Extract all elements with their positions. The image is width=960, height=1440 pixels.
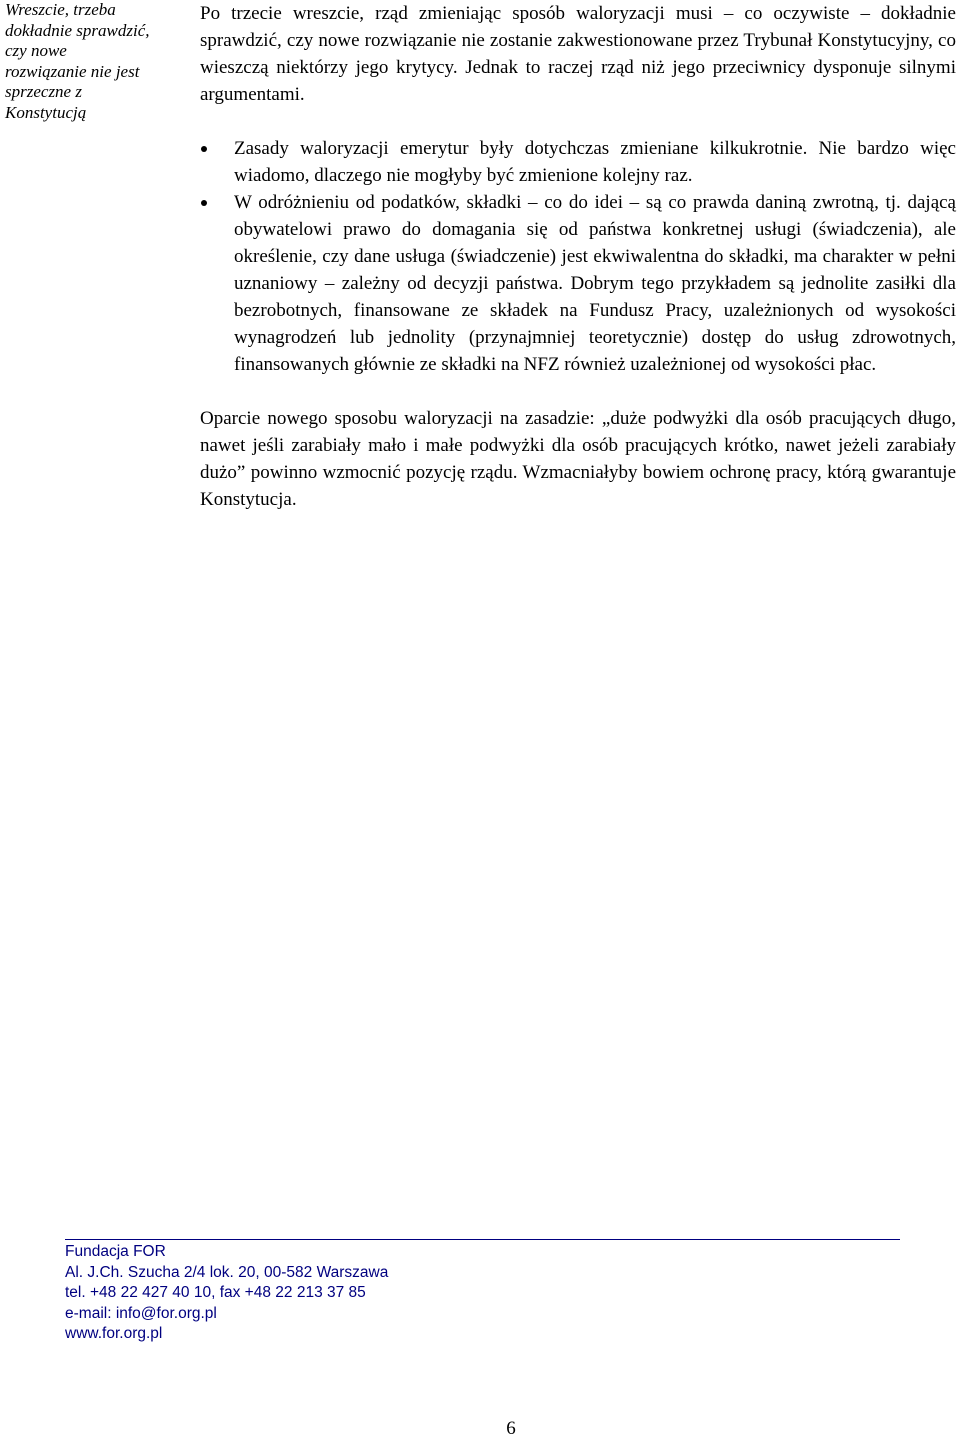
margin-note-line: rozwiązanie nie jest	[5, 61, 140, 81]
bullet-item	[200, 189, 956, 378]
bullet-item	[200, 135, 956, 189]
bullet-list	[200, 135, 956, 378]
bullet-icon	[201, 146, 207, 152]
footer-email[interactable]: e-mail: info@for.org.pl	[65, 1304, 217, 1322]
footer-org: Fundacja FOR	[65, 1243, 166, 1260]
footer-address: Al. J.Ch. Szucha 2/4 lok. 20, 00-582 Warszawa	[65, 1263, 389, 1281]
bullet-text: Zasady waloryzacji emerytur były dotychczas zmieniane kilkukrotnie. Nie bardzo więc wiadomo, dlaczego nie mogłyby być zmienione kolejny raz.	[234, 138, 956, 186]
margin-note-line: Konstytucją	[5, 102, 87, 122]
paragraph: Po trzecie wreszcie, rząd zmieniając sposób waloryzacji musi – co oczywiste – dokładnie sprawdzić, czy nowe rozwiązanie nie zostanie zakwestionowane przez Trybunał Konstytucyjny, co wieszczą niektórzy jego krytycy. Jednak to raczej rząd niż jego przeciwnicy dysponuje silnymi argumentami.	[200, 3, 956, 105]
bullet-icon	[201, 200, 207, 206]
margin-note-line: dokładnie sprawdzić,	[5, 20, 150, 40]
margin-note-line: czy nowe	[5, 41, 67, 60]
margin-note-line: sprzeczne z	[5, 82, 82, 101]
paragraph: Oparcie nowego sposobu waloryzacji na zasadzie: „duże podwyżki dla osób pracujących długo, nawet jeśli zarabiały mało i małe podwyżki dla osób pracujących krótko, nawet jeżeli zarabiały dużo” powinno wzmocnić pozycję rządu. Wzmacniałyby bowiem ochronę pracy, którą gwarantuje Konstytucja.	[200, 408, 956, 510]
bullet-text: W odróżnieniu od podatków, składki – co do idei – są co prawda daniną zwrotną, tj. dającą obywatelowi prawo do domagania się od państwa konkretnej usługi (świadczenia), ale określenie, czy dane usługa (świadczenie) jest ekwiwalentna do składki, ma charakter w pełni uznaniowy – zależny od decyzji państwa. Dobrym tego przykładem są jednolite zasiłki dla bezrobotnych, finansowane ze składek na Fundusz Pracy, uzależnionych od wysokości wynagrodzeń lub jednolity (przynajmniej teoretycznie) dostęp do usług zdrowotnych, finansowanych głównie ze składki na NFZ również uzależnionej od wysokości płac.	[234, 192, 956, 375]
margin-note-line: Wreszcie, trzeba	[5, 0, 116, 19]
margin-note	[5, 0, 190, 123]
footer-phone: tel. +48 22 427 40 10, fax +48 22 213 37 85	[65, 1284, 366, 1301]
page-number: 6	[506, 1418, 516, 1439]
footer-divider	[65, 1239, 900, 1240]
main-text	[200, 0, 956, 513]
footer-website[interactable]: www.for.org.pl	[65, 1325, 163, 1342]
